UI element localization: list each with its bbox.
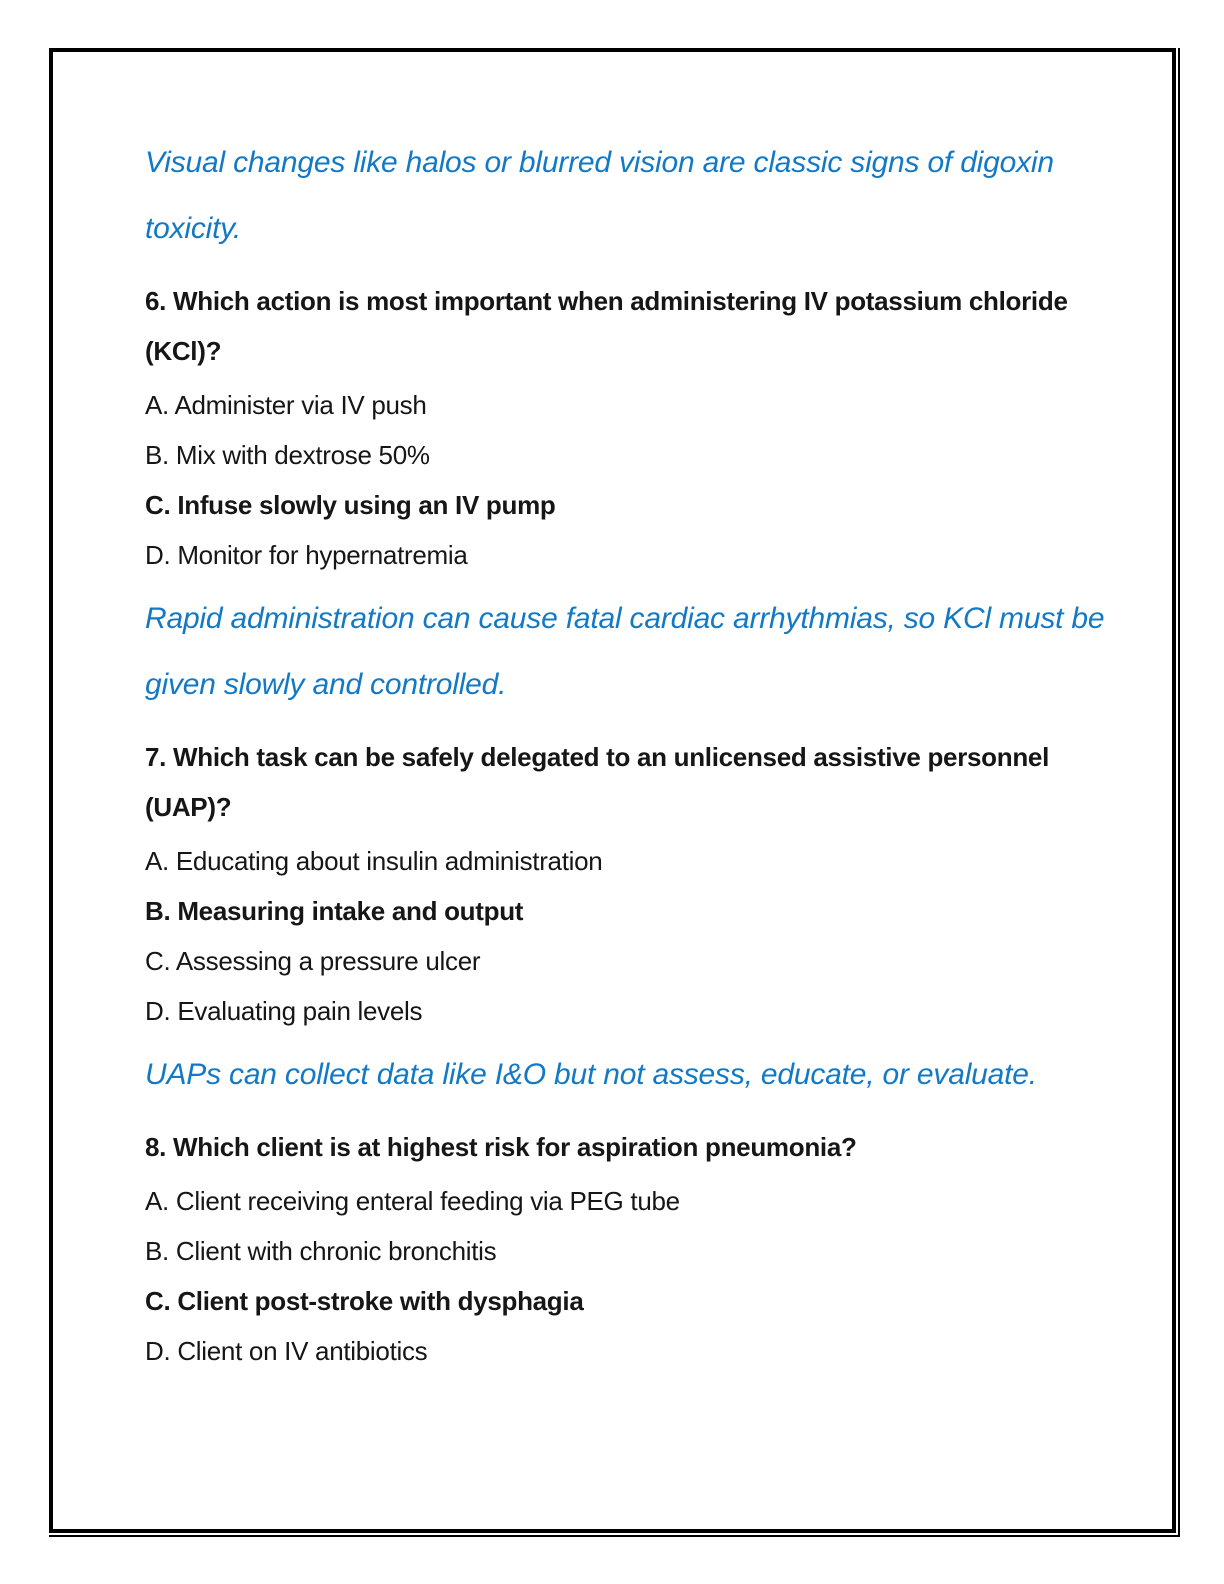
question-7-option-a: A. Educating about insulin administration bbox=[145, 846, 603, 876]
question-block-8 bbox=[145, 1122, 1130, 1376]
question-8-option-d: D. Client on IV antibiotics bbox=[145, 1336, 428, 1366]
question-8-option-c-correct: C. Client post-stroke with dysphagia bbox=[145, 1286, 584, 1316]
question-7-options bbox=[145, 836, 1130, 1036]
question-6-title: 6. Which action is most important when administering IV potassium chloride (KCl)? bbox=[145, 286, 1068, 366]
question-6-option-c-correct: C. Infuse slowly using an IV pump bbox=[145, 490, 556, 520]
question-8-option-a: A. Client receiving enteral feeding via PEG tube bbox=[145, 1186, 680, 1216]
question-7-title: 7. Which task can be safely delegated to an unlicensed assistive personnel (UAP)? bbox=[145, 742, 1050, 822]
page-border-frame bbox=[49, 48, 1176, 1533]
question-8-option-b: B. Client with chronic bronchitis bbox=[145, 1236, 497, 1266]
explanation-text-q5: Visual changes like halos or blurred vision are classic signs of digoxin toxicity. bbox=[145, 146, 1054, 245]
explanation-text-q7: UAPs can collect data like I&O but not assess, educate, or evaluate. bbox=[145, 1058, 1037, 1091]
question-6-options bbox=[145, 380, 1130, 580]
question-8-title: 8. Which client is at highest risk for aspiration pneumonia? bbox=[145, 1132, 857, 1162]
question-7-option-c: C. Assessing a pressure ulcer bbox=[145, 946, 481, 976]
question-block-7 bbox=[145, 732, 1130, 1108]
question-7-option-b-correct: B. Measuring intake and output bbox=[145, 896, 524, 926]
question-block-6 bbox=[145, 276, 1130, 718]
question-8-options bbox=[145, 1176, 1130, 1376]
question-6-option-d: D. Monitor for hypernatremia bbox=[145, 540, 468, 570]
question-6-option-a: A. Administer via IV push bbox=[145, 390, 427, 420]
question-6-option-b: B. Mix with dextrose 50% bbox=[145, 440, 430, 470]
question-7-option-d: D. Evaluating pain levels bbox=[145, 996, 423, 1026]
page-content bbox=[53, 52, 1172, 1376]
explanation-text-q6: Rapid administration can cause fatal cardiac arrhythmias, so KCl must be given slowly and controlled. bbox=[145, 602, 1105, 701]
